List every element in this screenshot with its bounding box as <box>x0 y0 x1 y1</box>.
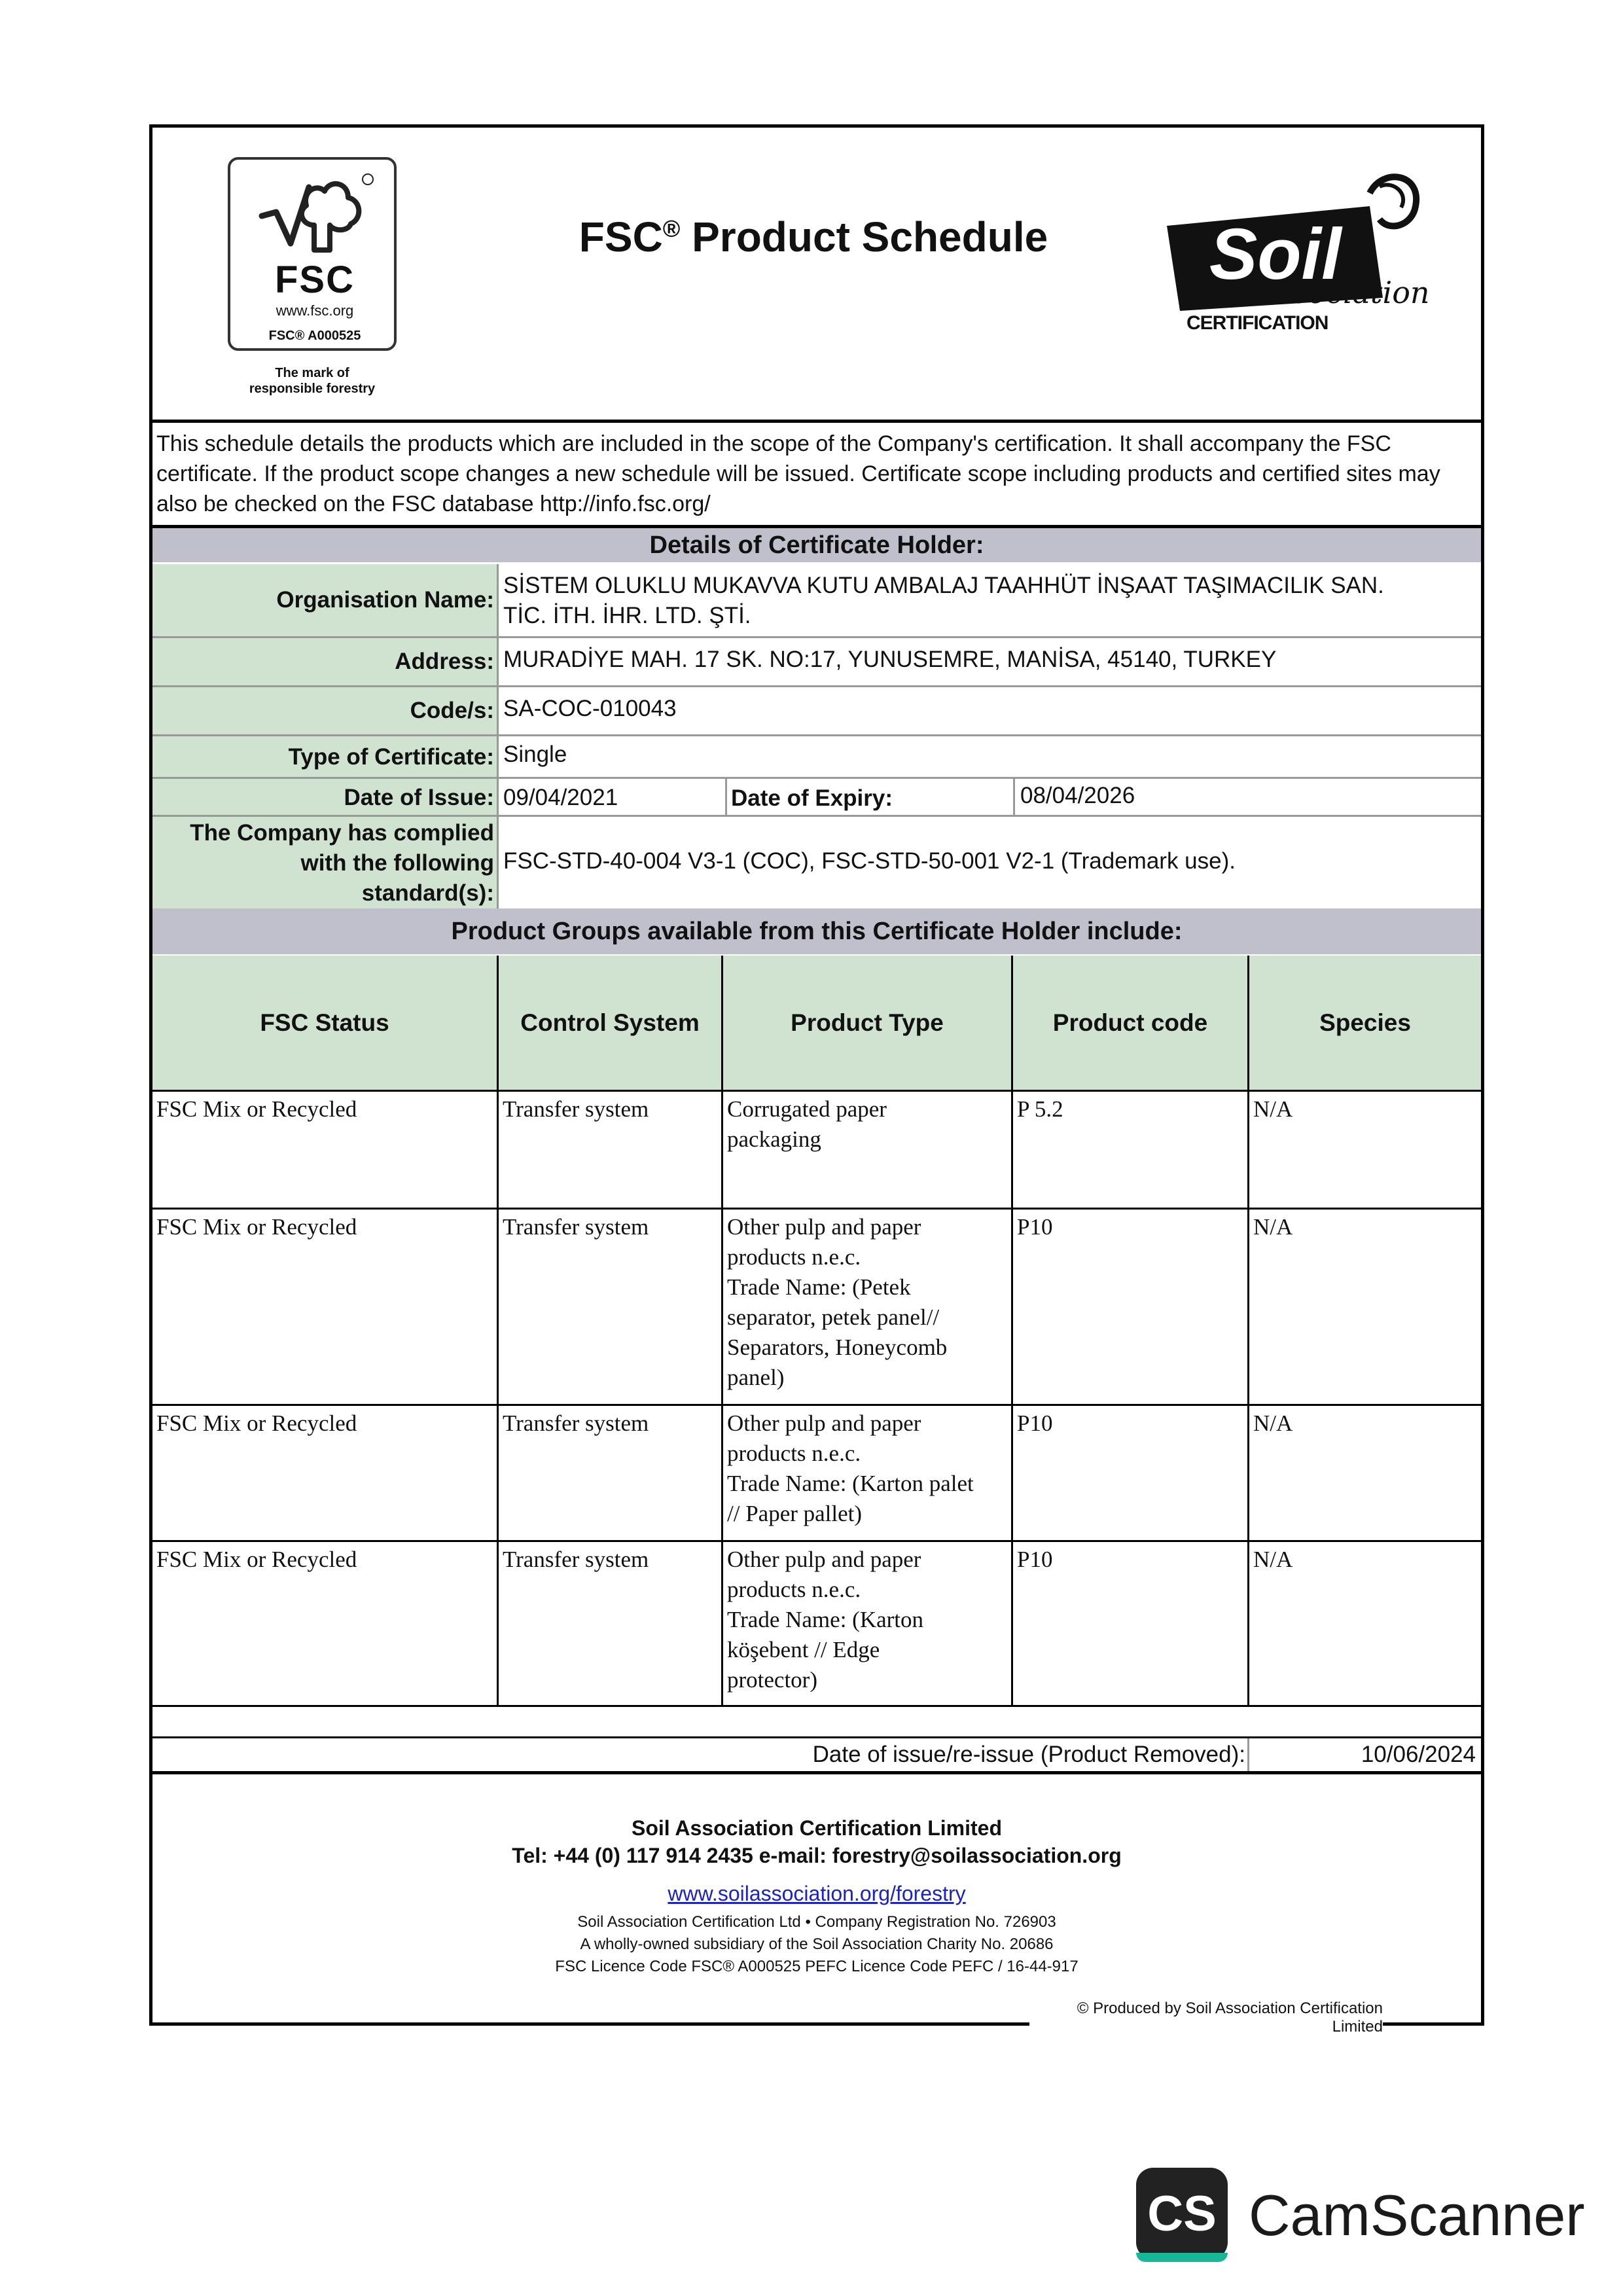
footer-website-link[interactable]: www.soilassociation.org/forestry <box>668 1882 966 1905</box>
expiry-date-value: 08/04/2026 <box>1020 783 1135 808</box>
standards-label-line2: with the following <box>300 850 494 876</box>
row4-fsc-status: FSC Mix or Recycled <box>156 1547 357 1572</box>
table-column-line <box>1011 956 1013 1707</box>
issue-date-label: Date of Issue: <box>152 779 498 815</box>
address-value: MURADİYE MAH. 17 SK. NO:17, YUNUSEMRE, MANİSA, 45140, TURKEY <box>503 647 1277 672</box>
row2-species: N/A <box>1253 1214 1293 1240</box>
row3-type-line1: Other pulp and paper <box>727 1410 921 1436</box>
product-schedule-document <box>149 124 1484 2036</box>
row2-type-line2: products n.e.c. <box>727 1244 861 1270</box>
row2-product-code: P10 <box>1017 1214 1053 1240</box>
cell-separator <box>725 779 727 815</box>
row3-control-system: Transfer system <box>503 1410 649 1436</box>
title-rest: Product Schedule <box>692 213 1048 260</box>
footer-registration: Soil Association Certification Ltd • Company Registration No. 726903 <box>577 1913 1056 1931</box>
row3-product-type <box>723 1406 1011 1532</box>
divider <box>152 1771 1481 1774</box>
row3-type-line4: // Paper pallet) <box>727 1501 863 1526</box>
row2-control-system: Transfer system <box>503 1214 649 1240</box>
col-header-fsc-status: FSC Status <box>152 956 497 1090</box>
fsc-logo-code: FSC® A000525 <box>268 329 361 343</box>
details-heading: Details of Certificate Holder: <box>152 528 1481 562</box>
fsc-logo-frame <box>228 157 397 351</box>
standards-label-line1: The Company has complied <box>190 820 494 846</box>
row4-product-type <box>723 1542 1011 1698</box>
row2-type-line6: panel) <box>727 1365 785 1390</box>
soil-logo-script: Association <box>1255 275 1430 310</box>
row1-product-code: P 5.2 <box>1017 1096 1063 1122</box>
fsc-logo-tagline <box>228 365 397 397</box>
camscanner-badge-bar <box>1136 2253 1228 2262</box>
row-border <box>152 1705 1481 1707</box>
table-column-line <box>1247 956 1249 1707</box>
address-label: Address: <box>152 638 498 685</box>
title-fsc: FSC <box>579 213 663 260</box>
issue-date-value: 09/04/2021 <box>503 785 618 810</box>
row1-type-line1: Corrugated paper <box>727 1096 887 1122</box>
certificate-type-value: Single <box>503 742 567 767</box>
row2-type-line5: Separators, Honeycomb <box>727 1335 948 1360</box>
row2-type-line1: Other pulp and paper <box>727 1214 921 1240</box>
row2-product-type <box>723 1210 1011 1395</box>
row3-fsc-status: FSC Mix or Recycled <box>156 1410 357 1436</box>
col-header-product-code: Product code <box>1013 956 1247 1090</box>
fsc-tagline-line2: responsible forestry <box>249 382 376 396</box>
standards-label-line3: standard(s): <box>361 880 494 906</box>
table-column-line <box>721 956 723 1707</box>
fsc-logo-url: www.fsc.org <box>276 302 354 319</box>
row1-control-system: Transfer system <box>503 1096 649 1122</box>
row1-type-line2: packaging <box>727 1126 821 1152</box>
row1-product-type <box>723 1092 1011 1157</box>
footer-website-wrap <box>152 1882 1481 1906</box>
fsc-tree-icon <box>257 171 374 257</box>
fsc-logo-word: FSC <box>275 259 355 301</box>
camscanner-watermark <box>1136 2168 1585 2266</box>
row2-type-line4: separator, petek panel// <box>727 1304 940 1330</box>
fsc-tagline-line1: The mark of <box>275 366 349 380</box>
divider <box>152 420 1481 423</box>
footer-contact: Tel: +44 (0) 117 914 2435 e-mail: forestry@soilassociation.org <box>512 1844 1122 1867</box>
standards-label <box>152 817 498 908</box>
soil-association-logo <box>1154 167 1435 337</box>
footer-company: Soil Association Certification Limited <box>632 1816 1002 1840</box>
col-header-product-type: Product Type <box>723 956 1011 1090</box>
row3-species: N/A <box>1253 1410 1293 1436</box>
table-column-line <box>497 956 499 1707</box>
footer-licence: FSC Licence Code FSC® A000525 PEFC Licence Code PEFC / 16-44-917 <box>555 1958 1079 1975</box>
row2-fsc-status: FSC Mix or Recycled <box>156 1214 357 1240</box>
row1-species: N/A <box>1253 1096 1293 1122</box>
title-registered-mark: ® <box>662 215 681 242</box>
row4-type-line3: Trade Name: (Karton <box>727 1607 924 1632</box>
standards-value: FSC-STD-40-004 V3-1 (COC), FSC-STD-50-001 V2-1 (Trademark use). <box>503 848 1236 874</box>
fsc-logo <box>228 157 398 396</box>
org-name-value <box>498 571 1384 631</box>
row4-type-line1: Other pulp and paper <box>727 1547 921 1572</box>
footer-produced-by: © Produced by Soil Association Certification Limited <box>1029 2000 1383 2036</box>
reissue-date: 10/06/2024 <box>1361 1742 1476 1767</box>
row4-type-line2: products n.e.c. <box>727 1577 861 1602</box>
col-header-species: Species <box>1249 956 1481 1090</box>
row4-type-line5: protector) <box>727 1667 817 1693</box>
row4-control-system: Transfer system <box>503 1547 649 1572</box>
row4-species: N/A <box>1253 1547 1293 1572</box>
row1-fsc-status: FSC Mix or Recycled <box>156 1096 357 1122</box>
row4-type-line4: köşebent // Edge <box>727 1637 880 1662</box>
reissue-label: Date of issue/re-issue (Product Removed): <box>812 1742 1245 1767</box>
footer-subsidiary: A wholly-owned subsidiary of the Soil Association Charity No. 20686 <box>580 1935 1054 1953</box>
page-title <box>571 213 1056 261</box>
camscanner-badge-icon: CS <box>1136 2168 1228 2259</box>
intro-text: This schedule details the products which are included in the scope of the Company's certification. It shall accompany the FSC certificate. If the product scope changes a new schedule will be issued. Certificate scope including products and certified sites may also be checked on the FSC database http://info.fsc.org/ <box>156 431 1440 516</box>
row4-product-code: P10 <box>1017 1547 1053 1572</box>
codes-label: Code/s: <box>152 687 498 734</box>
expiry-date-label: Date of Expiry: <box>731 785 893 811</box>
org-name-line2: TİC. İTH. İHR. LTD. ŞTİ. <box>503 603 751 628</box>
col-header-control-system: Control System <box>499 956 721 1090</box>
row3-product-code: P10 <box>1017 1410 1053 1436</box>
org-name-line1: SİSTEM OLUKLU MUKAVVA KUTU AMBALAJ TAAHHÜT İNŞAAT TAŞIMACILIK SAN. <box>503 573 1384 598</box>
soil-logo-word: Soil <box>1209 214 1342 295</box>
row3-type-line3: Trade Name: (Karton palet <box>727 1471 974 1496</box>
camscanner-name: CamScanner <box>1249 2183 1585 2248</box>
products-heading: Product Groups available from this Certificate Holder include: <box>152 908 1481 954</box>
soil-logo-certification: CERTIFICATION <box>1186 312 1329 334</box>
cell-separator <box>1013 779 1015 815</box>
row3-type-line2: products n.e.c. <box>727 1441 861 1466</box>
cell-separator <box>1247 1738 1249 1771</box>
org-name-label: Organisation Name: <box>152 564 498 636</box>
codes-value: SA-COC-010043 <box>503 696 677 721</box>
certificate-type-label: Type of Certificate: <box>152 736 498 777</box>
row2-type-line3: Trade Name: (Petek <box>727 1274 911 1300</box>
column-separator <box>497 564 499 908</box>
